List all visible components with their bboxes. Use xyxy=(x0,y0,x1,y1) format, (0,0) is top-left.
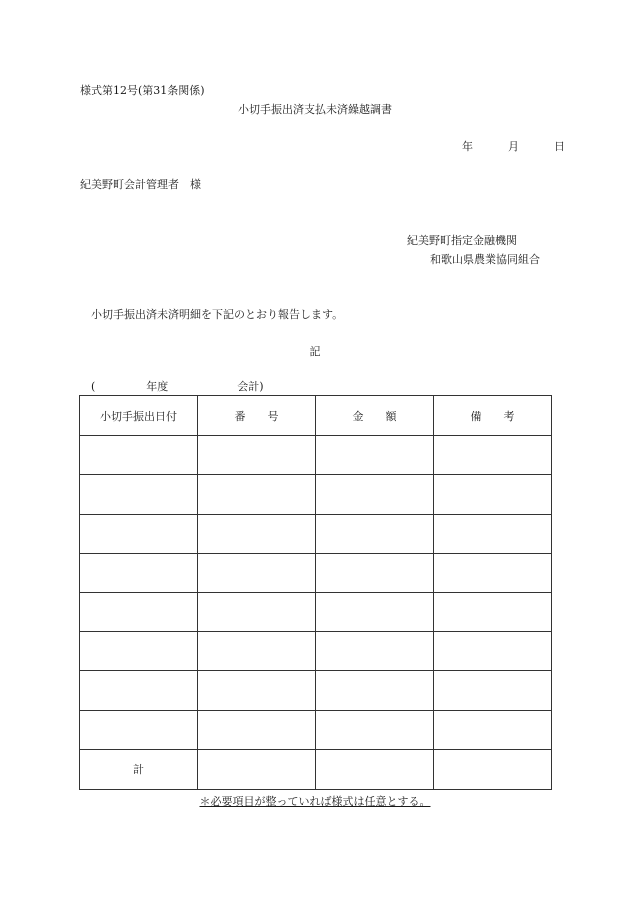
table-row xyxy=(80,553,552,592)
col-header-date: 小切手振出日付 xyxy=(80,396,198,436)
table-cell[interactable] xyxy=(434,749,552,789)
table-cell[interactable] xyxy=(316,632,434,671)
fiscal-open-paren: ( xyxy=(91,380,96,393)
table-cell[interactable] xyxy=(198,514,316,553)
ki-heading: 記 xyxy=(309,345,321,358)
table-cell[interactable] xyxy=(434,632,552,671)
fiscal-account-label: 会計) xyxy=(237,380,264,393)
table-row xyxy=(80,710,552,749)
table-cell[interactable] xyxy=(316,592,434,631)
table-cell[interactable] xyxy=(434,514,552,553)
table-cell[interactable] xyxy=(316,475,434,514)
table-cell[interactable] xyxy=(198,553,316,592)
table-cell[interactable] xyxy=(316,710,434,749)
table-cell[interactable] xyxy=(316,553,434,592)
table-cell[interactable] xyxy=(198,436,316,475)
table-total-row xyxy=(80,749,552,789)
table-row xyxy=(80,632,552,671)
table-cell[interactable] xyxy=(316,514,434,553)
report-statement: 小切手振出済未済明細を下記のとおり報告します。 xyxy=(91,308,344,321)
total-amount-cell[interactable] xyxy=(316,749,434,789)
ledger-table xyxy=(79,395,552,790)
table-cell[interactable] xyxy=(80,553,198,592)
table-row xyxy=(80,671,552,710)
table-cell[interactable] xyxy=(198,592,316,631)
document-title: 小切手振出済支払未済繰越調書 xyxy=(238,103,392,116)
addressee: 紀美野町会計管理者 様 xyxy=(80,178,201,191)
table-cell[interactable] xyxy=(198,710,316,749)
table-cell[interactable] xyxy=(80,475,198,514)
table-row xyxy=(80,436,552,475)
table-cell[interactable] xyxy=(434,710,552,749)
sender-name: 紀美野町指定金融機関 xyxy=(407,234,517,247)
table-cell[interactable] xyxy=(434,592,552,631)
sender-organization: 和歌山県農業協同組合 xyxy=(430,253,540,266)
form-number: 様式第12号(第31条関係) xyxy=(80,84,205,97)
date-month-label: 月 xyxy=(508,140,519,153)
table-cell[interactable] xyxy=(198,475,316,514)
fiscal-year-line xyxy=(91,378,264,394)
table-cell[interactable] xyxy=(198,749,316,789)
table-row xyxy=(80,514,552,553)
table-cell[interactable] xyxy=(434,475,552,514)
table-cell[interactable] xyxy=(434,436,552,475)
footnote: ＊必要項目が整っていれば様式は任意とする。 xyxy=(199,795,431,808)
table-cell[interactable] xyxy=(198,632,316,671)
table-cell[interactable] xyxy=(80,436,198,475)
table-cell[interactable] xyxy=(198,671,316,710)
table-cell[interactable] xyxy=(316,436,434,475)
table-cell[interactable] xyxy=(80,671,198,710)
table-cell[interactable] xyxy=(80,632,198,671)
col-header-amount: 金 額 xyxy=(316,396,434,436)
table-cell[interactable] xyxy=(80,710,198,749)
table-cell[interactable] xyxy=(316,671,434,710)
fiscal-year-label: 年度 xyxy=(146,380,169,393)
table-row xyxy=(80,475,552,514)
date-year-label: 年 xyxy=(462,140,473,153)
total-label: 計 xyxy=(80,749,198,789)
col-header-remarks: 備 考 xyxy=(434,396,552,436)
table-header-row xyxy=(80,396,552,436)
table-row xyxy=(80,592,552,631)
date-day-label: 日 xyxy=(554,140,565,153)
table-cell[interactable] xyxy=(80,592,198,631)
table-cell[interactable] xyxy=(434,553,552,592)
table-cell[interactable] xyxy=(80,514,198,553)
date-line xyxy=(462,138,565,154)
table-cell[interactable] xyxy=(434,671,552,710)
col-header-number: 番 号 xyxy=(198,396,316,436)
